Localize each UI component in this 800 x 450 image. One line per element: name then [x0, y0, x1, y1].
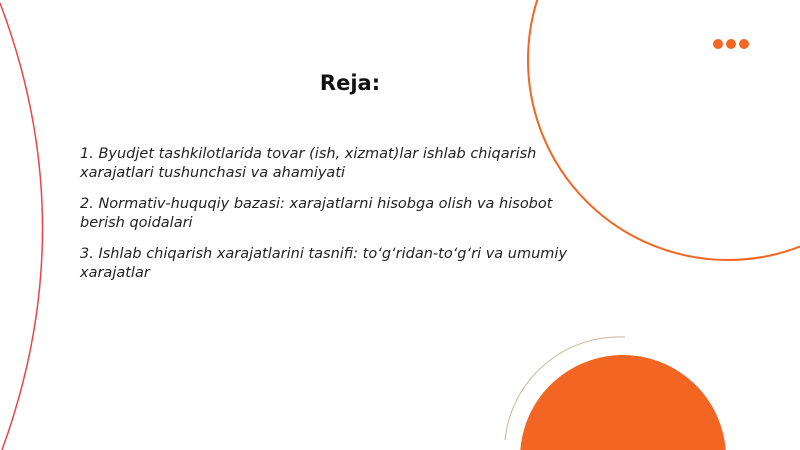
agenda-item-1: 1. Byudjet tashkilotlarida tovar (ish, xizmat)lar ishlab chiqarish xarajatlari tushunchasi va ahamiyati — [80, 146, 537, 181]
orange-circle — [520, 355, 726, 450]
agenda-item-3: 3. Ishlab chiqarish xarajatlarini tasnifi: to‘g‘ridan-to‘g‘ri va umumiy xarajatlar — [80, 246, 568, 281]
slide-title: Reja: — [319, 71, 381, 95]
left-arc-outline — [0, 3, 43, 450]
three-dots-icon — [713, 39, 749, 49]
agenda-list — [80, 145, 580, 295]
agenda-item-2: 2. Normativ-huquqiy bazasi: xarajatlarni hisobga olish va hisobot berish qoidalari — [80, 196, 553, 231]
dot — [739, 39, 749, 49]
dot — [713, 39, 723, 49]
dot — [726, 39, 736, 49]
